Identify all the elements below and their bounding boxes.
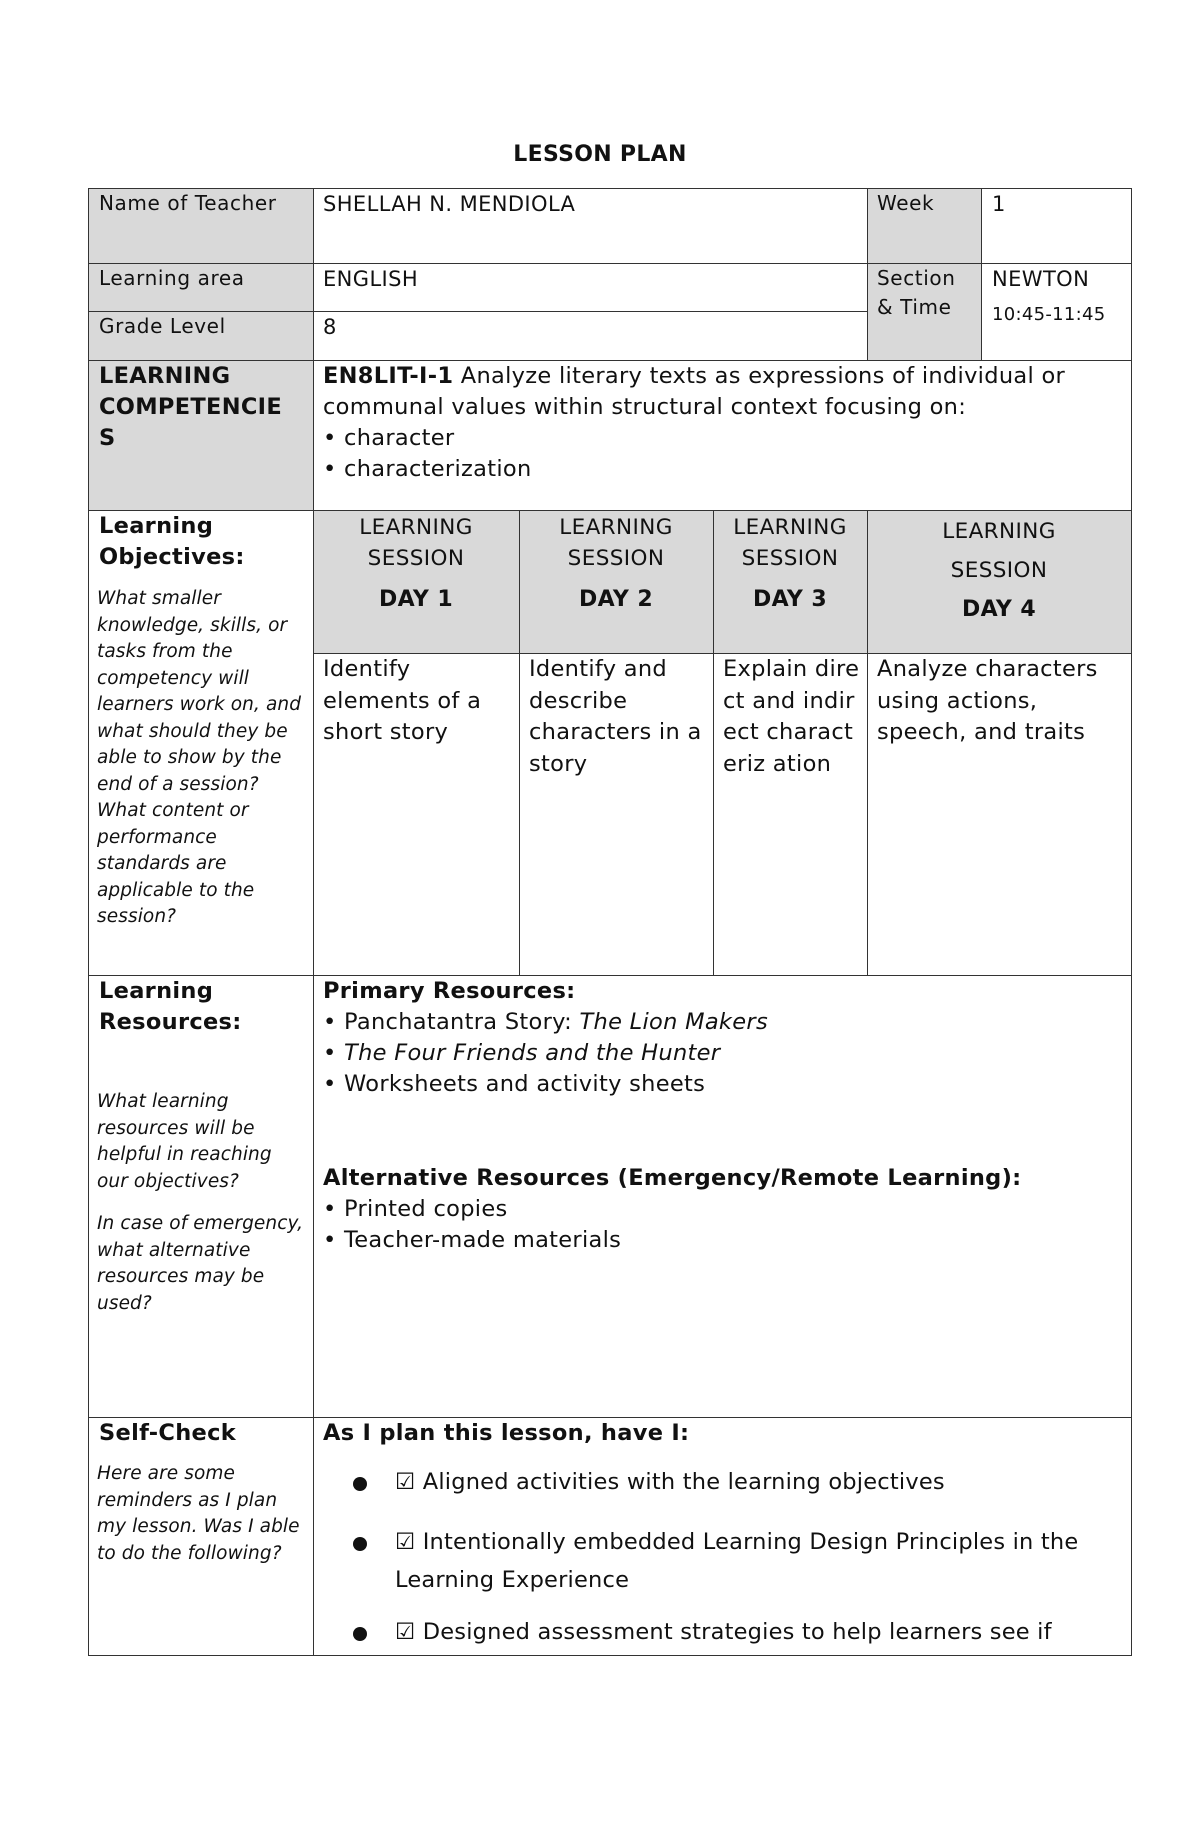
objective-day-3: Explain direct and indirect characteriz ation [723,656,860,777]
bullet-icon [353,1627,367,1641]
session-header-line: SESSION [567,546,665,571]
area-value: ENGLISH [323,267,419,291]
checklist-item [323,1613,1128,1651]
objective-day-4: Analyze characters using actions, speech, and traits [877,656,1098,745]
week-value: 1 [992,192,1006,216]
checklist-item-text: ☑ Intentionally embedded Learning Design Principles in the Learning Experience [395,1529,1079,1593]
session-header-day-3 [713,512,867,615]
lesson-plan-table [88,188,1132,1656]
session-header-line: LEARNING [559,515,673,540]
competency-bullets [323,423,1123,485]
objective-day-1: Identify elements of a short story [323,656,482,745]
area-label: Learning area [99,266,245,290]
self-check-content [323,1418,1128,1654]
column-divider [981,189,982,360]
self-check-label: Self-Check [99,1420,237,1446]
competencies-content [323,361,1123,485]
resources-label: Learning Resources: [99,978,242,1035]
teacher-label: Name of Teacher [99,191,277,215]
session-day: DAY 3 [752,587,828,612]
session-day: DAY 4 [961,597,1037,622]
competency-code: EN8LIT-I-1 [323,363,454,389]
list-item: • Teacher-made materials [323,1227,622,1253]
teacher-value: SHELLAH N. MENDIOLA [323,192,576,216]
resources-hint-text: What learning resources will be helpful in reaching our objectives? [97,1091,272,1192]
bullet-icon [353,1477,367,1491]
week-label: Week [877,191,935,215]
session-day: DAY 1 [378,587,454,612]
grade-label: Grade Level [99,314,226,338]
session-header-line: LEARNING [733,515,847,540]
competencies-label: LEARNING COMPETENCIE S [99,363,282,451]
session-header-line: LEARNING [942,519,1056,544]
objectives-hint: What smaller knowledge, skills, or tasks from the competency will learners work on, and what should they be able to show by the end of a session? What content or performance standards are applicable to the session? [97,588,302,927]
list-item [323,1069,1123,1100]
bullet-icon [353,1537,367,1551]
checklist-item-text: ☑ Designed assessment strategies to help learners see if [395,1619,1052,1645]
competency-text: Analyze literary texts as expressions of individual or communal values within structural context focusing on: [323,363,1066,420]
list-item: • characterization [323,456,532,482]
row-divider [313,311,867,312]
objectives-label: Learning Objectives: [99,513,245,570]
session-header-day-1 [313,512,519,615]
checklist-item [323,1523,1128,1599]
left-label-shading [89,189,313,510]
session-header-day-4 [867,512,1131,629]
objective-day-2: Identify and describe characters in a story [529,656,702,777]
column-divider [313,189,314,1655]
list-item [323,1007,1123,1038]
list-item: • Printed copies [323,1196,508,1222]
checklist-item [323,1463,1128,1501]
session-day: DAY 2 [578,587,654,612]
resources-hint-text: In case of emergency, what alternative resources may be used? [97,1213,304,1314]
resource-title: The Lion Makers [579,1009,768,1035]
primary-resources-heading: Primary Resources: [323,978,576,1004]
section-label: Section & Time [877,266,956,319]
grade-value: 8 [323,315,337,339]
resource-prefix: • Panchatantra Story: [323,1009,580,1035]
self-check-heading: As I plan this lesson, have I: [323,1420,690,1446]
session-header-line: LEARNING [359,515,473,540]
time-value: 10:45-11:45 [992,304,1106,325]
resource-title: The Four Friends and the Hunter [344,1040,721,1066]
session-header-line: SESSION [367,546,465,571]
page-title: LESSON PLAN [513,142,687,167]
resource-prefix: • [323,1040,345,1066]
alternative-resources-heading: Alternative Resources (Emergency/Remote Learning): [323,1165,1022,1191]
column-divider [867,189,868,360]
list-item [323,1038,1123,1069]
self-check-hint: Here are some reminders as I plan my lesson. Was I able to do the following? [97,1463,300,1564]
session-header-line: SESSION [950,558,1048,583]
resources-hint [97,1089,307,1317]
checklist-item-text: ☑ Aligned activities with the learning objectives [395,1469,945,1495]
resources-content [323,976,1123,1256]
resource-prefix: • Worksheets and activity sheets [323,1071,706,1097]
section-value: NEWTON [992,267,1090,291]
session-header-day-2 [519,512,713,615]
list-item: • character [323,425,455,451]
session-header-line: SESSION [741,546,839,571]
